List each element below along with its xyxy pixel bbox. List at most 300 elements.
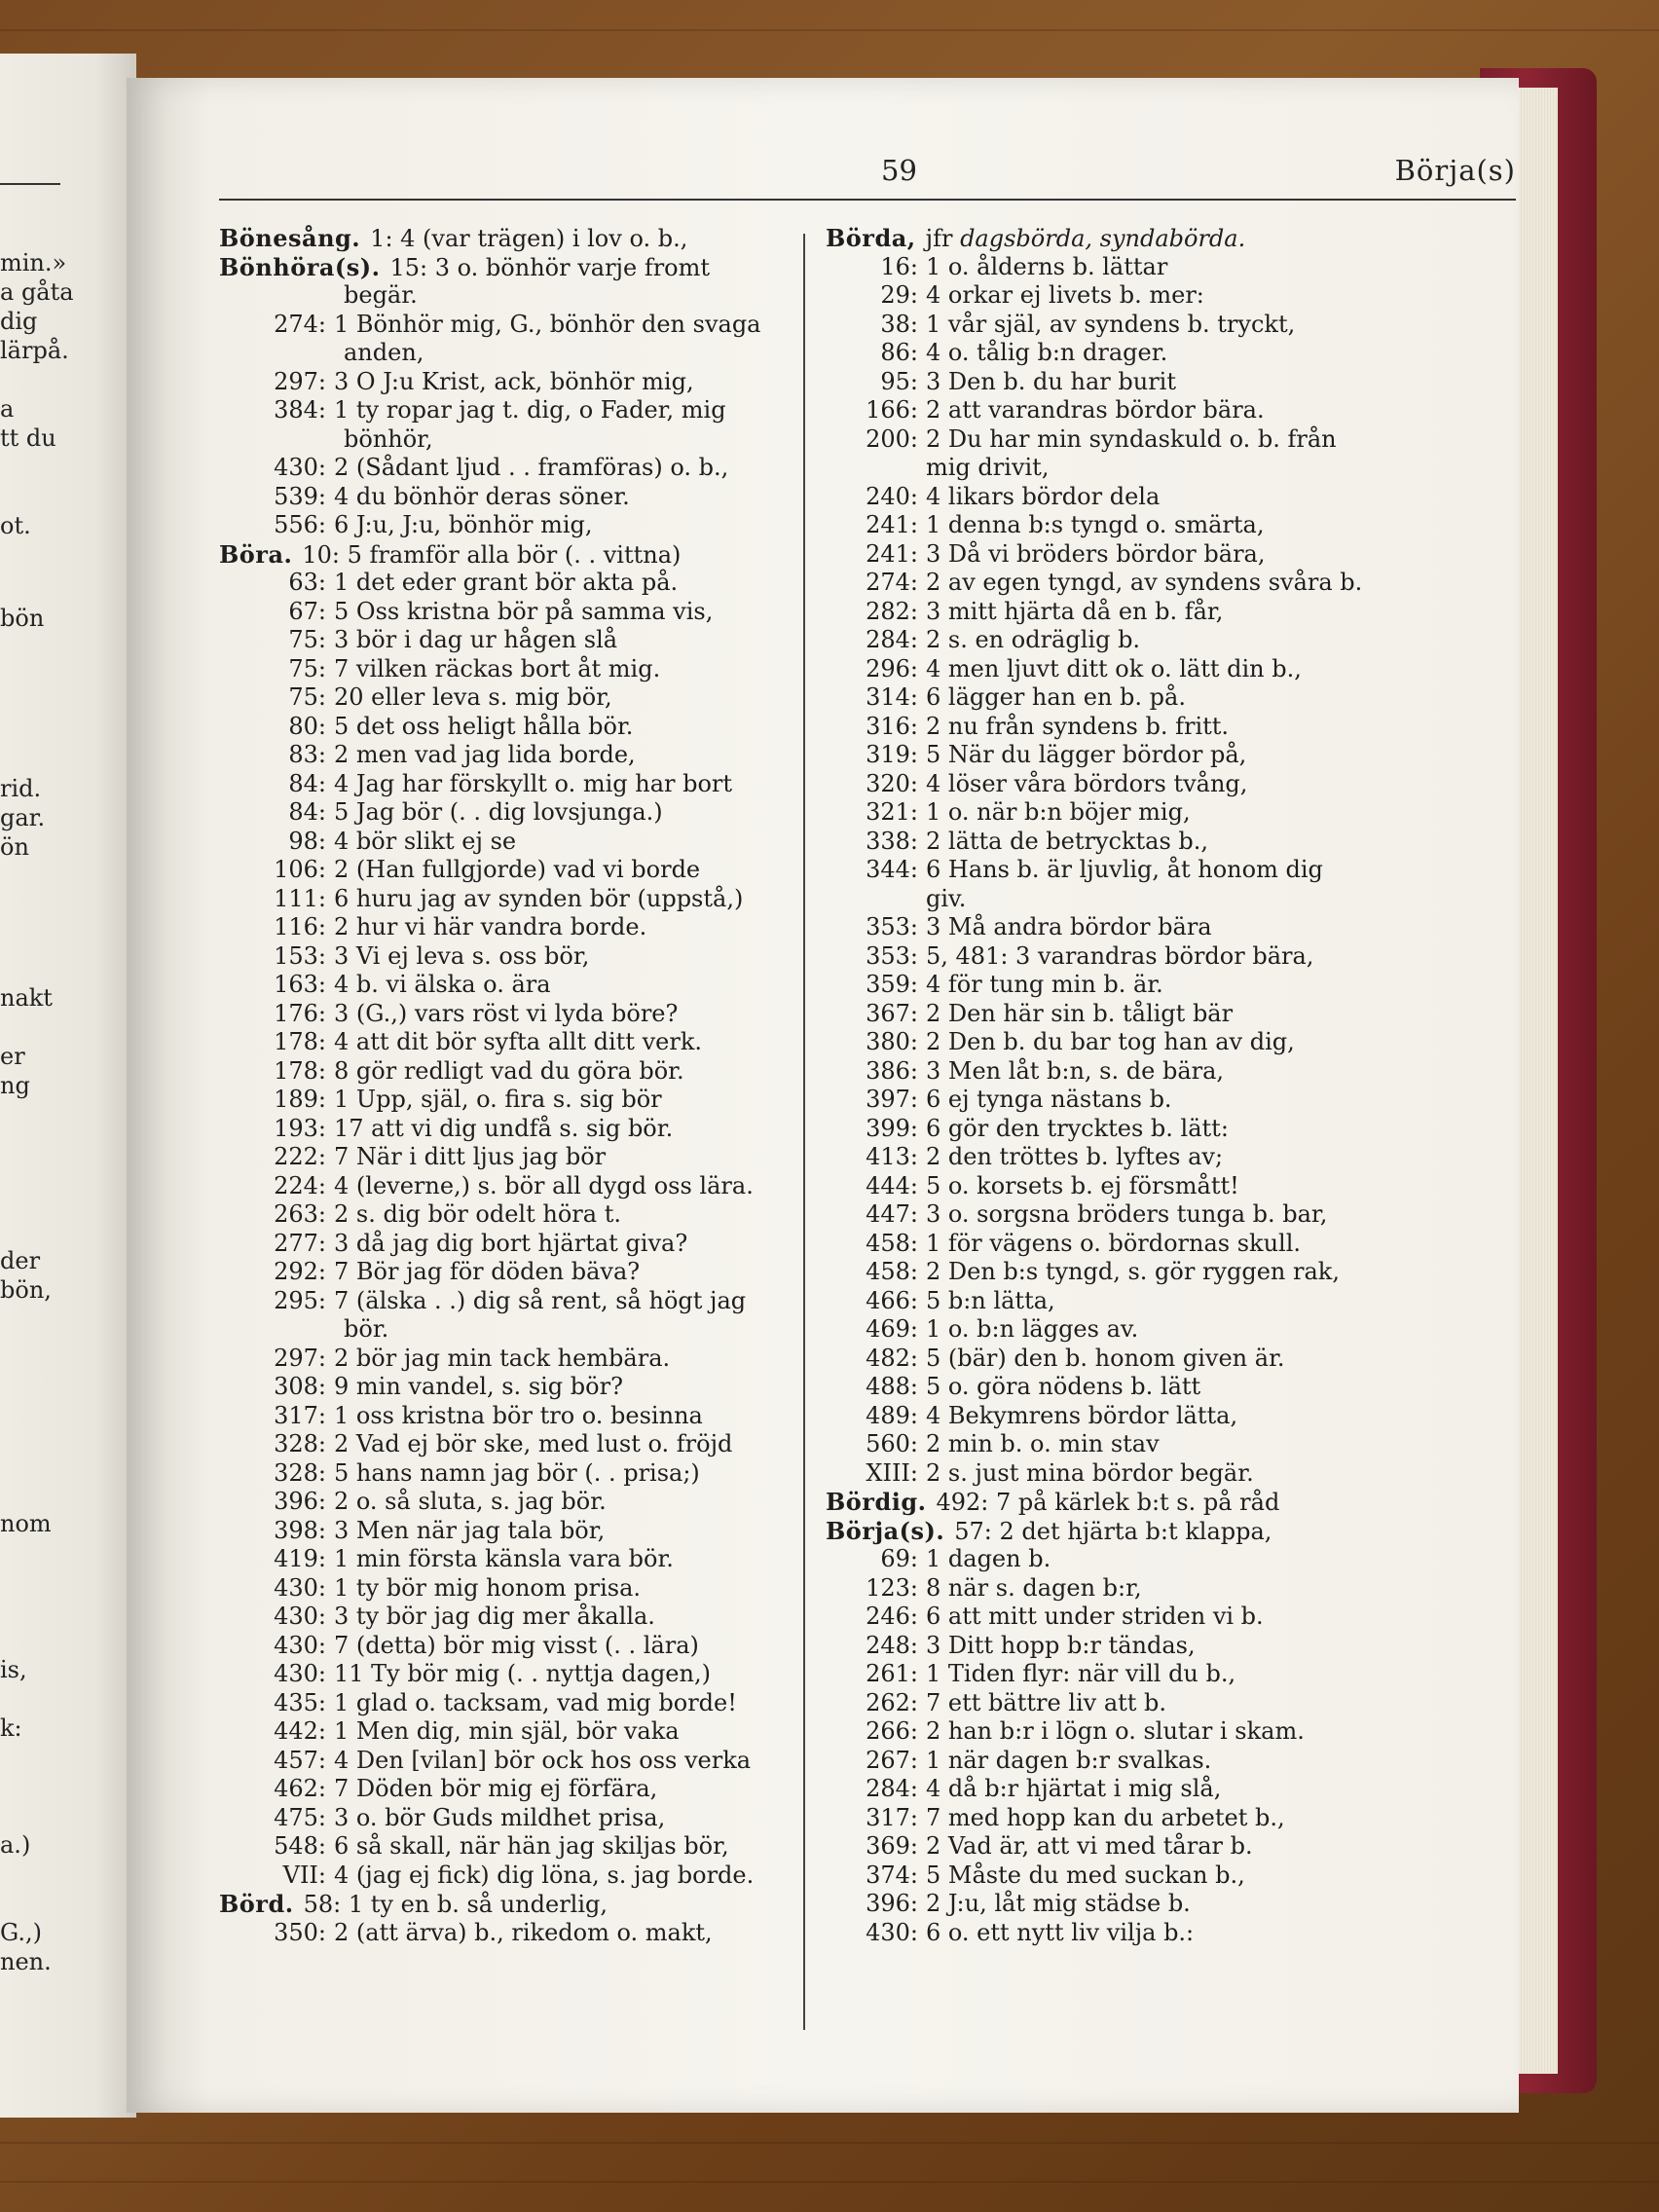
hymn-reference: 153: xyxy=(274,941,326,970)
left-page-fragment: is, xyxy=(0,1656,27,1683)
hymn-reference: 317: xyxy=(866,1803,918,1831)
entry-text: 4 för tung min b. är. xyxy=(926,971,1163,998)
entry-text: 2 men vad jag lida borde, xyxy=(334,741,636,768)
left-page-fragment: tt du xyxy=(0,424,56,452)
hymn-reference: 338: xyxy=(866,827,918,855)
index-line xyxy=(826,598,1517,627)
hymn-reference: 67: xyxy=(288,597,326,625)
hymn-reference: 319: xyxy=(866,741,918,768)
entry-text: 8 när s. dagen b:r, xyxy=(926,1573,1142,1602)
index-line xyxy=(219,1574,784,1604)
entry-text: 6 så skall, när hän jag skiljas bör, xyxy=(334,1832,729,1860)
index-line xyxy=(826,913,1517,942)
index-line xyxy=(219,683,784,713)
entry-text: 3 mitt hjärta då en b. får, xyxy=(926,597,1224,625)
entry-text: 5 Jag bör (. . dig lovsjunga.) xyxy=(334,798,663,826)
entry-text: 7 (detta) bör mig visst (. . lära) xyxy=(334,1631,699,1659)
hymn-reference: 111: xyxy=(274,884,326,912)
hymn-reference: 106: xyxy=(274,856,326,883)
index-line xyxy=(219,1258,784,1287)
hymn-reference: 98: xyxy=(288,827,326,855)
index-line xyxy=(826,569,1517,598)
index-line xyxy=(219,1603,784,1632)
hymn-reference: 489: xyxy=(866,1401,918,1429)
entry-text: 1 o. när b:n böjer mig, xyxy=(926,798,1191,826)
entry-text: 4 men ljuvt ditt ok o. lätt din b., xyxy=(926,654,1302,682)
hymn-reference: 277: xyxy=(274,1229,326,1257)
index-line xyxy=(826,1345,1517,1374)
entry-text: 5 hans namn jag bör (. . prisa;) xyxy=(334,1458,700,1487)
continuation-text: bör. xyxy=(344,1315,389,1343)
index-line xyxy=(826,1230,1517,1259)
entry-text: 15: 3 o. bönhör varje fromt xyxy=(389,253,711,281)
hymn-reference: 224: xyxy=(274,1171,326,1199)
hymn-reference: 386: xyxy=(866,1056,918,1085)
index-line xyxy=(826,1373,1517,1402)
index-line xyxy=(219,1028,784,1057)
entry-text: 1 när dagen b:r svalkas. xyxy=(926,1746,1212,1774)
hymn-reference: 482: xyxy=(866,1344,918,1372)
index-line xyxy=(826,339,1517,368)
entry-text: 11 Ty bör mig (. . nyttja dagen,) xyxy=(334,1660,711,1687)
hymn-reference: 419: xyxy=(274,1545,326,1572)
index-line xyxy=(826,1057,1517,1087)
index-line xyxy=(219,1660,784,1689)
index-line xyxy=(219,626,784,655)
index-line xyxy=(219,770,784,799)
entry-text: 1 Tiden flyr: när vill du b., xyxy=(926,1660,1236,1687)
entry-text: 2 lätta de betrycktas b., xyxy=(926,827,1209,855)
index-line xyxy=(219,1919,784,1948)
hymn-reference: 457: xyxy=(274,1746,326,1774)
index-line xyxy=(219,1832,784,1862)
headword-line xyxy=(219,1890,784,1919)
index-line xyxy=(219,828,784,857)
hymn-reference: 435: xyxy=(274,1688,326,1716)
entry-text: 2 o. så sluta, s. jag bör. xyxy=(334,1488,607,1515)
entry-text: 2 (Sådant ljud . . framföras) o. b., xyxy=(334,454,729,481)
entry-text: 3 Den b. du har burit xyxy=(926,367,1176,395)
entry-text: 3 Vi ej leva s. oss bör, xyxy=(334,941,590,970)
hymn-reference: 193: xyxy=(274,1114,326,1142)
index-line xyxy=(826,856,1517,885)
index-line xyxy=(219,1086,784,1115)
hymn-reference: 350: xyxy=(274,1918,326,1946)
index-line xyxy=(826,1689,1517,1718)
index-line xyxy=(826,1862,1517,1891)
entry-text: 4 bör slikt ej se xyxy=(334,827,517,855)
hymn-reference: 267: xyxy=(866,1746,918,1774)
index-line xyxy=(826,425,1517,455)
entry-text: 3 Ditt hopp b:r tändas, xyxy=(926,1631,1196,1659)
left-page-fragment: gar. xyxy=(0,804,46,831)
left-page-fragment: min.» xyxy=(0,249,67,276)
right-page xyxy=(127,78,1519,2113)
hymn-reference: 328: xyxy=(274,1430,326,1457)
index-line xyxy=(826,483,1517,512)
entry-text: 5 det oss heligt hålla bör. xyxy=(334,712,634,740)
index-column-left xyxy=(219,224,784,1947)
index-column-right xyxy=(826,224,1517,1947)
hymn-reference: 84: xyxy=(288,798,326,826)
headword-line xyxy=(219,224,784,253)
entry-text: 2 s. dig bör odelt höra t. xyxy=(334,1200,621,1228)
index-line xyxy=(826,798,1517,828)
hymn-reference: 458: xyxy=(866,1229,918,1257)
entry-text: 2 s. just mina bördor begär. xyxy=(926,1458,1254,1487)
hymn-reference: 123: xyxy=(866,1573,918,1602)
entry-text: 2 J:u, låt mig städse b. xyxy=(926,1890,1191,1917)
entry-text: 2 att varandras bördor bära. xyxy=(926,396,1265,424)
entry-text: 2 den tröttes b. lyftes av; xyxy=(926,1143,1224,1170)
index-line xyxy=(219,598,784,627)
entry-text: 3 Då vi bröders bördor bära, xyxy=(926,539,1266,568)
entry-text: 1 för vägens o. bördornas skull. xyxy=(926,1229,1302,1257)
entry-text: 4 likars bördor dela xyxy=(926,482,1161,510)
entry-text: 4 o. tålig b:n drager. xyxy=(926,339,1168,366)
hymn-reference: 384: xyxy=(274,396,326,424)
hymn-reference: 263: xyxy=(274,1200,326,1228)
hymn-reference: 369: xyxy=(866,1832,918,1860)
index-line xyxy=(826,1747,1517,1776)
index-line xyxy=(826,1172,1517,1201)
hymn-reference: 292: xyxy=(274,1258,326,1285)
hymn-reference: 166: xyxy=(866,396,918,424)
hymn-reference: 261: xyxy=(866,1660,918,1687)
index-line xyxy=(219,1632,784,1661)
left-page-fragment: a xyxy=(0,395,15,423)
hymn-reference: 176: xyxy=(274,999,326,1027)
entry-text: 1 Upp, själ, o. fira s. sig bör xyxy=(334,1086,662,1113)
hymn-reference: 295: xyxy=(274,1286,326,1314)
hymn-reference: 560: xyxy=(866,1430,918,1457)
entry-text: 1 denna b:s tyngd o. smärta, xyxy=(926,511,1265,538)
entry-text: 3 Må andra bördor bära xyxy=(926,913,1212,940)
index-line xyxy=(219,856,784,885)
entry-text: 3 ty bör jag dig mer åkalla. xyxy=(334,1603,655,1630)
hymn-reference: 163: xyxy=(274,971,326,998)
index-line xyxy=(219,798,784,828)
index-line xyxy=(826,1775,1517,1804)
entry-text: 2 Vad ej bör ske, med lust o. fröjd xyxy=(334,1430,733,1457)
hymn-reference: 548: xyxy=(274,1832,326,1860)
left-page-fragment: bön xyxy=(0,605,45,632)
index-line xyxy=(826,741,1517,770)
hymn-reference: 430: xyxy=(274,1660,326,1687)
continuation-line xyxy=(219,281,784,311)
index-line xyxy=(219,1402,784,1431)
index-line xyxy=(219,1804,784,1833)
index-line xyxy=(826,1574,1517,1604)
entry-text: 5, 481: 3 varandras bördor bära, xyxy=(926,941,1314,970)
entry-text: 2 av egen tyngd, av syndens svåra b. xyxy=(926,569,1363,596)
index-line xyxy=(826,828,1517,857)
headword: Börd. xyxy=(219,1890,294,1918)
continuation-text: begär. xyxy=(344,281,418,309)
continuation-text: giv. xyxy=(926,884,967,912)
entry-text: 4 orkar ej livets b. mer: xyxy=(926,281,1204,309)
hymn-reference: 241: xyxy=(866,511,918,538)
entry-text: 7 När i ditt ljus jag bör xyxy=(334,1143,607,1170)
entry-text: 3 o. bör Guds mildhet prisa, xyxy=(334,1803,666,1831)
entry-text: 17 att vi dig undfå s. sig bör. xyxy=(334,1114,674,1142)
left-page-header-rule xyxy=(0,183,60,185)
headword-line xyxy=(826,1517,1517,1546)
entry-text: 20 eller leva s. mig bör, xyxy=(334,683,612,711)
left-page-fragment: bön, xyxy=(0,1276,52,1304)
entry-text: 2 (att ärva) b., rikedom o. makt, xyxy=(334,1918,713,1946)
hymn-reference: 344: xyxy=(866,856,918,883)
page-header xyxy=(219,154,1516,201)
entry-text: 1 Bönhör mig, G., bönhör den svaga xyxy=(334,310,761,338)
entry-text: 2 nu från syndens b. fritt. xyxy=(926,712,1230,740)
page-number: 59 xyxy=(881,154,917,187)
index-line xyxy=(826,1143,1517,1172)
hymn-reference: 469: xyxy=(866,1315,918,1343)
entry-text: 1 Men dig, min själ, bör vaka xyxy=(334,1717,680,1745)
continuation-text: bönhör, xyxy=(344,424,433,453)
entry-text: 1 o. b:n lägges av. xyxy=(926,1315,1139,1343)
index-line xyxy=(219,368,784,397)
hymn-reference: 29: xyxy=(880,281,918,309)
entry-text: 1 det eder grant bör akta på. xyxy=(334,569,679,596)
left-page-fragment: ng xyxy=(0,1072,30,1099)
entry-text: 3 (G.,) vars röst vi lyda böre? xyxy=(334,999,679,1027)
index-line xyxy=(826,1287,1517,1316)
hymn-reference: 399: xyxy=(866,1114,918,1142)
left-page-fragment: ön xyxy=(0,833,29,861)
hymn-reference: 430: xyxy=(274,454,326,481)
entry-text: 2 min b. o. min stav xyxy=(926,1430,1160,1457)
left-page-fragment: dig xyxy=(0,308,38,335)
entry-text: 2 han b:r i lögn o. slutar i skam. xyxy=(926,1717,1305,1745)
entry-text: 4 Jag har förskyllt o. mig har bort xyxy=(334,769,733,797)
hymn-reference: 321: xyxy=(866,798,918,826)
index-line xyxy=(826,311,1517,340)
hymn-reference: 447: xyxy=(866,1200,918,1228)
entry-text: 492: 7 på kärlek b:t s. på råd xyxy=(936,1489,1280,1516)
hymn-reference: 430: xyxy=(274,1573,326,1602)
left-page-fragment: nom xyxy=(0,1510,52,1537)
entry-text: 4 Den [vilan] bör ock hos oss verka xyxy=(334,1746,752,1774)
index-line xyxy=(826,511,1517,540)
index-line xyxy=(826,1603,1517,1632)
index-line xyxy=(219,1430,784,1459)
entry-text: 1 ty bör mig honom prisa. xyxy=(334,1573,642,1602)
entry-text: 2 (Han fullgjorde) vad vi borde xyxy=(334,856,701,883)
entry-text: 2 s. en odräglig b. xyxy=(926,626,1141,653)
entry-text: 7 vilken räckas bort åt mig. xyxy=(334,654,661,682)
entry-text: 8 gör redligt vad du göra bör. xyxy=(334,1056,684,1085)
entry-text: 3 då jag dig bort hjärtat giva? xyxy=(334,1229,688,1257)
left-page-fragment: rid. xyxy=(0,775,42,802)
index-line xyxy=(219,396,784,425)
index-line xyxy=(826,1028,1517,1057)
hymn-reference: 475: xyxy=(274,1803,326,1831)
entry-text: 6 o. ett nytt liv vilja b.: xyxy=(926,1918,1195,1946)
entry-text: 4 då b:r hjärtat i mig slå, xyxy=(926,1775,1222,1802)
hymn-reference: 16: xyxy=(880,252,918,280)
index-line xyxy=(826,942,1517,972)
index-line xyxy=(219,1517,784,1546)
index-line xyxy=(219,655,784,684)
continuation-text: anden, xyxy=(344,339,424,366)
index-line xyxy=(219,1115,784,1144)
entry-text: 4 (jag ej fick) dig löna, s. jag borde. xyxy=(334,1861,755,1889)
entry-text: 5 När du lägger bördor på, xyxy=(926,741,1247,768)
hymn-reference: 328: xyxy=(274,1458,326,1487)
hymn-reference: 262: xyxy=(866,1688,918,1716)
index-line xyxy=(219,483,784,512)
index-line xyxy=(219,1143,784,1172)
index-line xyxy=(826,1315,1517,1345)
headword-line xyxy=(826,224,1517,253)
hymn-reference: 314: xyxy=(866,683,918,711)
left-page-fragment: ot. xyxy=(0,512,31,539)
hymn-reference: 266: xyxy=(866,1717,918,1745)
entry-text: 2 Du har min syndaskuld o. b. från xyxy=(926,424,1337,453)
entry-text: 2 Den b:s tyngd, s. gör ryggen rak, xyxy=(926,1258,1340,1285)
entry-text: 7 (älska . .) dig så rent, så högt jag xyxy=(334,1286,747,1314)
index-line xyxy=(219,311,784,340)
index-line xyxy=(219,942,784,972)
hymn-reference: 296: xyxy=(866,654,918,682)
index-line xyxy=(826,1459,1517,1489)
entry-text: 57: 2 det hjärta b:t klappa, xyxy=(954,1517,1272,1545)
index-line xyxy=(219,1373,784,1402)
hymn-reference: 274: xyxy=(866,569,918,596)
index-line xyxy=(219,1488,784,1517)
hymn-reference: 462: xyxy=(274,1775,326,1802)
hymn-reference: 178: xyxy=(274,1056,326,1085)
entry-text: 2 hur vi här vandra borde. xyxy=(334,913,647,940)
headword: Bördig. xyxy=(826,1488,927,1516)
entry-text: 2 Vad är, att vi med tårar b. xyxy=(926,1832,1253,1860)
hymn-reference: 274: xyxy=(274,310,326,338)
entry-text: 4 att dit bör syfta allt ditt verk. xyxy=(334,1028,702,1055)
continuation-line xyxy=(219,1315,784,1345)
entry-text: 6 ej tynga nästans b. xyxy=(926,1086,1172,1113)
hymn-reference: 222: xyxy=(274,1143,326,1170)
index-line xyxy=(219,511,784,540)
index-line xyxy=(826,1632,1517,1661)
entry-text: 5 Måste du med suckan b., xyxy=(926,1861,1245,1889)
index-line xyxy=(826,281,1517,311)
index-line xyxy=(826,1660,1517,1689)
continuation-text: mig drivit, xyxy=(926,454,1050,481)
index-line xyxy=(826,1832,1517,1862)
hymn-reference: 241: xyxy=(866,539,918,568)
entry-text: 6 huru jag av synden bör (uppstå,) xyxy=(334,884,744,912)
hymn-reference: VII: xyxy=(282,1861,326,1889)
entry-text: 6 att mitt under striden vi b. xyxy=(926,1603,1264,1630)
index-line xyxy=(219,741,784,770)
hymn-reference: 466: xyxy=(866,1286,918,1314)
entry-text: 6 J:u, J:u, bönhör mig, xyxy=(334,511,593,538)
index-line xyxy=(826,1258,1517,1287)
index-line xyxy=(826,770,1517,799)
index-line xyxy=(826,1890,1517,1919)
hymn-reference: 316: xyxy=(866,712,918,740)
hymn-reference: 359: xyxy=(866,971,918,998)
index-line xyxy=(826,540,1517,570)
entry-text: 1 glad o. tacksam, vad mig borde! xyxy=(334,1688,737,1716)
hymn-reference: 63: xyxy=(288,569,326,596)
index-line xyxy=(826,1545,1517,1574)
index-line xyxy=(219,1200,784,1230)
index-line xyxy=(826,655,1517,684)
entry-text: 5 o. göra nödens b. lätt xyxy=(926,1373,1201,1400)
hymn-reference: 367: xyxy=(866,999,918,1027)
left-page-fragment: k: xyxy=(0,1714,22,1742)
index-line xyxy=(826,626,1517,655)
hymn-reference: 284: xyxy=(866,1775,918,1802)
entry-text: 1 vår själ, av syndens b. tryckt, xyxy=(926,310,1296,338)
left-page-fragment: er xyxy=(0,1043,25,1070)
index-line xyxy=(219,1689,784,1718)
hymn-reference: 458: xyxy=(866,1258,918,1285)
hymn-reference: 248: xyxy=(866,1631,918,1659)
continuation-line xyxy=(826,454,1517,483)
index-line xyxy=(219,569,784,598)
hymn-reference: 374: xyxy=(866,1861,918,1889)
continuation-line xyxy=(826,885,1517,914)
hymn-reference: 396: xyxy=(866,1890,918,1917)
hymn-reference: 308: xyxy=(274,1373,326,1400)
index-line xyxy=(219,885,784,914)
hymn-reference: 353: xyxy=(866,913,918,940)
hymn-reference: 413: xyxy=(866,1143,918,1170)
left-page xyxy=(0,54,136,2118)
index-line xyxy=(219,1172,784,1201)
hymn-reference: 86: xyxy=(880,339,918,366)
hymn-reference: 95: xyxy=(880,367,918,395)
index-line xyxy=(219,1230,784,1259)
index-line xyxy=(219,454,784,483)
index-line xyxy=(219,1862,784,1891)
entry-text: 2 bör jag min tack hembära. xyxy=(334,1344,671,1372)
index-line xyxy=(826,1919,1517,1948)
index-line xyxy=(826,683,1517,713)
index-line xyxy=(826,1000,1517,1029)
index-line xyxy=(826,1200,1517,1230)
hymn-reference: 38: xyxy=(880,310,918,338)
left-page-fragment: nakt xyxy=(0,984,53,1012)
left-page-fragment: a gåta xyxy=(0,278,74,306)
hymn-reference: 200: xyxy=(866,424,918,453)
hymn-reference: 297: xyxy=(274,1344,326,1372)
entry-text: 2 Den b. du bar tog han av dig, xyxy=(926,1028,1295,1055)
index-line xyxy=(826,1430,1517,1459)
hymn-reference: 353: xyxy=(866,941,918,970)
headword-line xyxy=(219,540,784,570)
hymn-reference: 189: xyxy=(274,1086,326,1113)
hymn-reference: 430: xyxy=(274,1631,326,1659)
left-page-fragment: G.,) xyxy=(0,1919,42,1946)
hymn-reference: 178: xyxy=(274,1028,326,1055)
hymn-reference: 430: xyxy=(866,1918,918,1946)
entry-text: 1 dagen b. xyxy=(926,1545,1051,1572)
hymn-reference: 320: xyxy=(866,769,918,797)
entry-text: 6 gör den trycktes b. lätt: xyxy=(926,1114,1229,1142)
entry-text: 4 du bönhör deras söner. xyxy=(334,482,630,510)
entry-text: 1 o. ålderns b. lättar xyxy=(926,252,1168,280)
entry-text: 7 med hopp kan du arbetet b., xyxy=(926,1803,1285,1831)
index-line xyxy=(826,1804,1517,1833)
headword-line xyxy=(826,1488,1517,1517)
headword: Börja(s). xyxy=(826,1516,945,1545)
left-page-fragment: der xyxy=(0,1247,41,1274)
